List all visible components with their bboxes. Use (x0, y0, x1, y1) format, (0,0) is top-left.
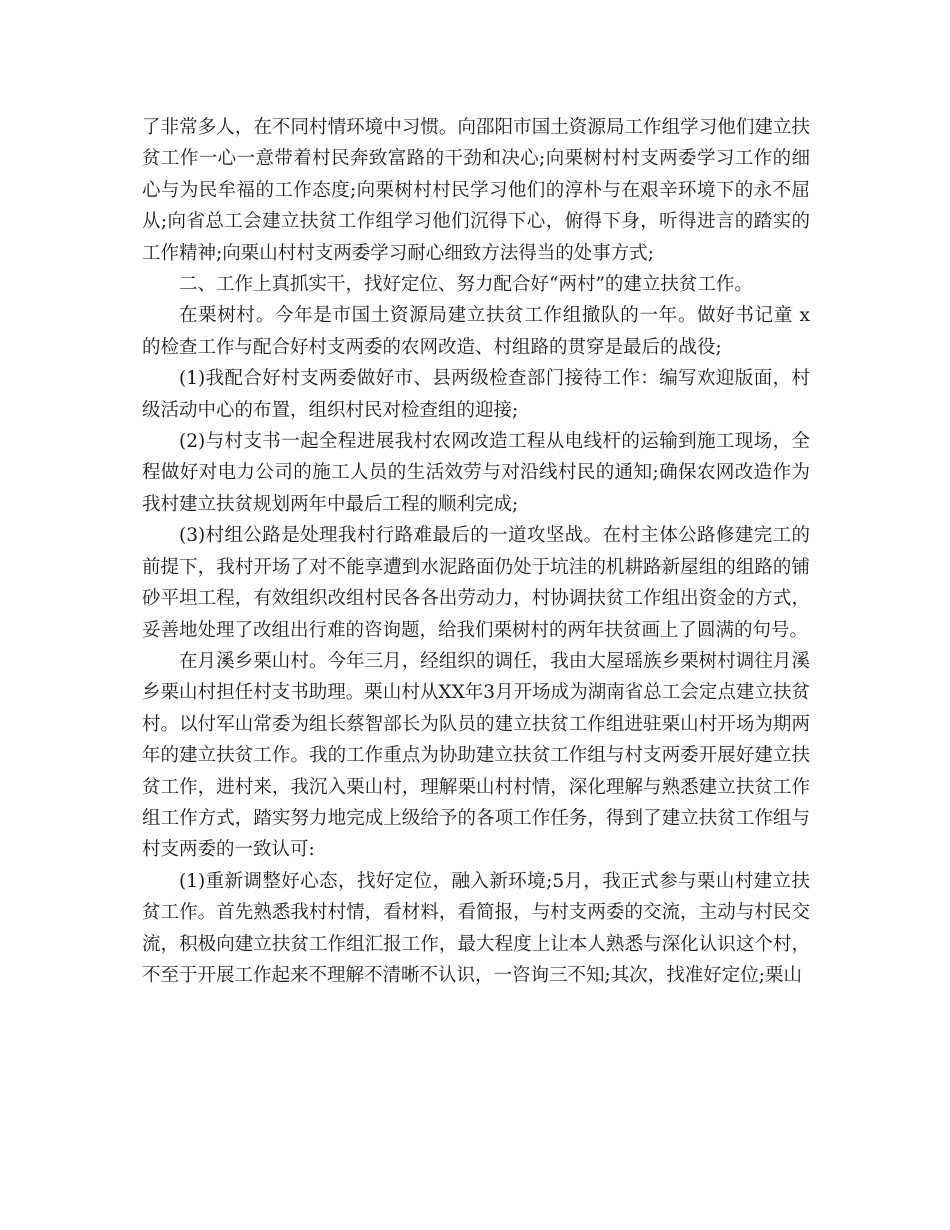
paragraph-lishan-village: 在月溪乡栗山村。今年三月，经组织的调任，我由大屋瑶族乡栗树村调往月溪乡栗山村担任村支书助理。栗山村从XX年3月开场成为湖南省总工会定点建立扶贫村。以付军山常委为组长蔡智部长为队员的建立扶贫工作组进驻栗山村开场为期两年的建立扶贫工作。我的工作重点为协助建立扶贫工作组与村支两委开展好建立扶贫工作，进村来，我沉入栗山村，理解栗山村村情，深化理解与熟悉建立扶贫工作组工作方式，踏实努力地完成上级给予的各项工作任务，得到了建立扶贫工作组与村支两委的一致认可: (142, 650, 810, 861)
paragraph-item-1: (1)我配合好村支两委做好市、县两级检查部门接待工作：编写欢迎版面，村级活动中心的布置，组织村民对检查组的迎接; (142, 368, 810, 421)
paragraph-item-1-lishan: (1)重新调整好心态，找好定位，融入新环境;5月，我正式参与栗山村建立扶贫工作。首先熟悉我村村情，看材料，看简报，与村支两委的交流，主动与村民交流，积极向建立扶贫工作组汇报工作，最大程度上让本人熟悉与深化认识这个村，不至于开展工作起来不理解不清晰不认识，一咨询三不知;其次，找准好定位;栗山 (142, 870, 810, 986)
paragraph-lishu-village: 在栗树村。今年是市国土资源局建立扶贫工作组撤队的一年。做好书记童 x 的检查工作与配合好村支两委的农网改造、村组路的贯穿是最后的战役; (142, 305, 810, 358)
document-body (142, 112, 810, 991)
paragraph-section-heading: 二、工作上真抓实干，找好定位、努力配合好“两村”的建立扶贫工作。 (179, 274, 753, 296)
paragraph-item-3: (3)村组公路是处理我村行路难最后的一道攻坚战。在村主体公路修建完工的前提下，我村开场了对不能享遭到水泥路面仍处于坑洼的机耕路新屋组的组路的铺砂平坦工程，有效组织改组村民各各出劳动力，村协调扶贫工作组出资金的方式，妥善地处理了改组出行难的咨询题，给我们栗树村的两年扶贫画上了圆满的句号。 (142, 525, 810, 641)
paragraph-item-2: (2)与村支书一起全程进展我村农网改造工程从电线杆的运输到施工现场，全程做好对电力公司的施工人员的生活效劳与对沿线村民的通知;确保农网改造作为我村建立扶贫规划两年中最后工程的顺利完成; (142, 431, 810, 515)
paragraph-intro: 了非常多人，在不同村情环境中习惯。向邵阳市国土资源局工作组学习他们建立扶贫工作一心一意带着村民奔致富路的干劲和决心;向栗树村村支两委学习工作的细心与为民牟福的工作态度;向栗树村村民学习他们的淳朴与在艰辛环境下的永不屈从;向省总工会建立扶贫工作组学习他们沉得下心，俯得下身，听得进言的踏实的工作精神;向栗山村村支两委学习耐心细致方法得当的处事方式; (142, 117, 810, 264)
